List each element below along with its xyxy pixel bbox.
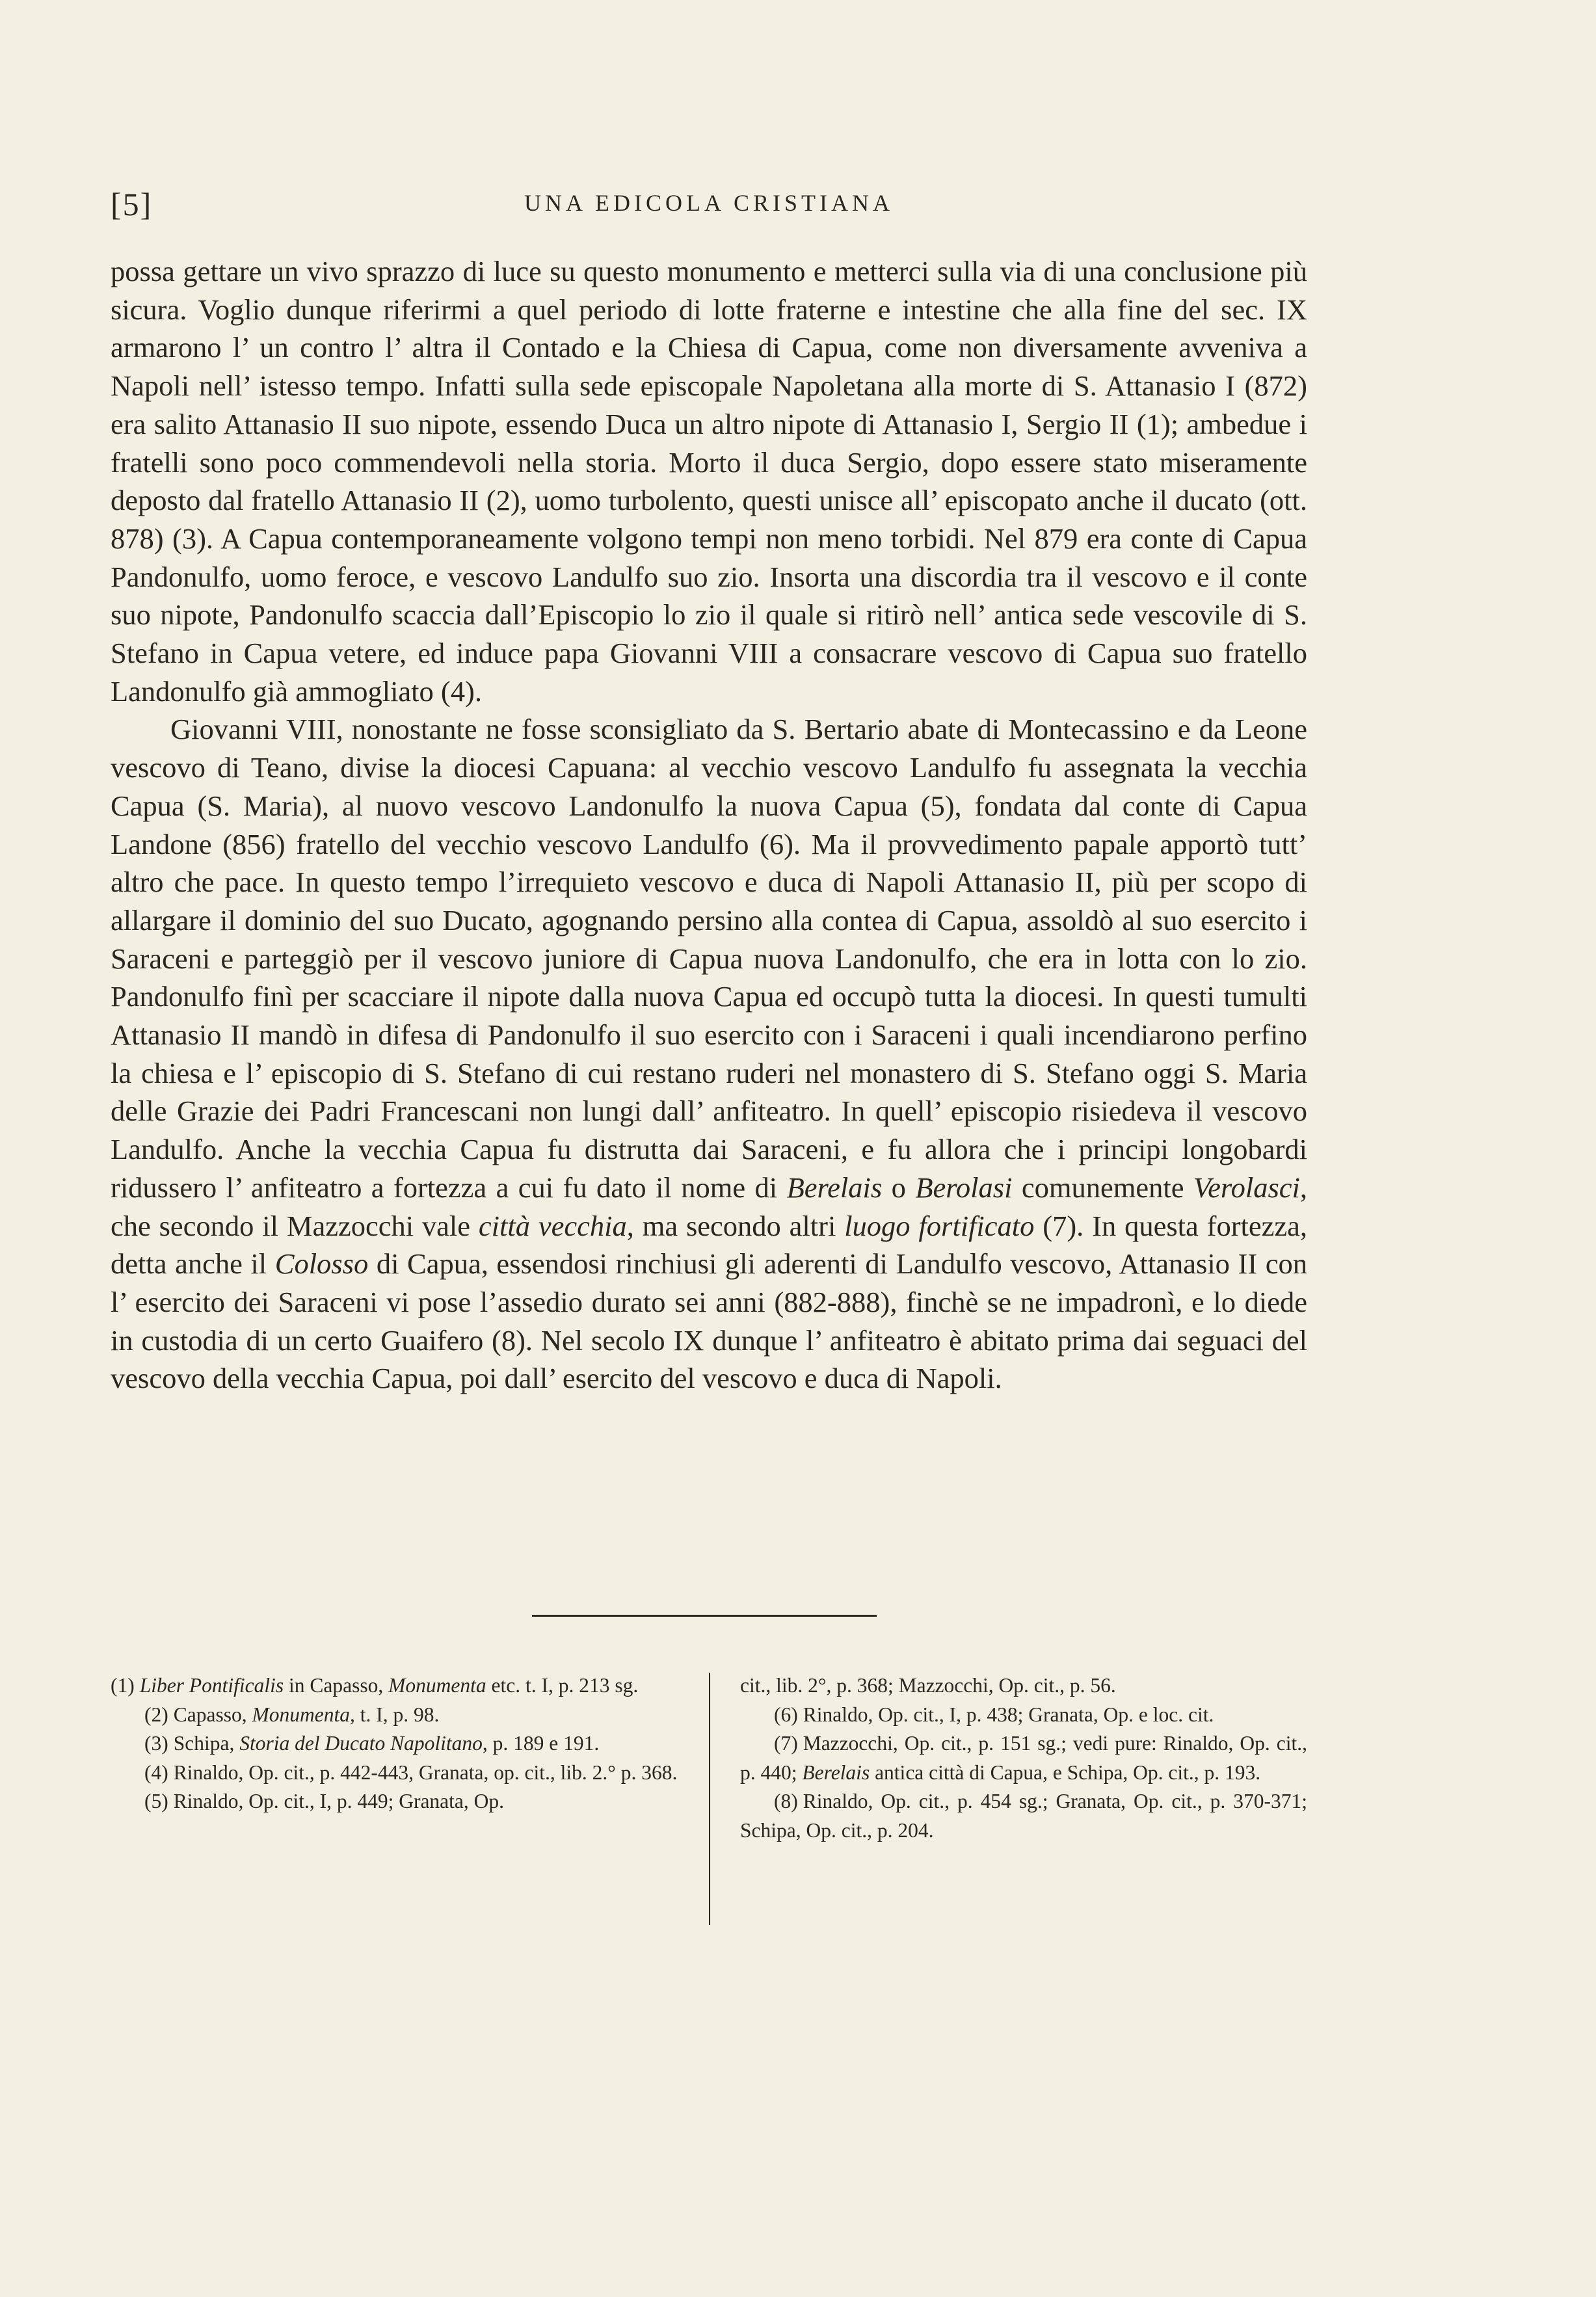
italic-term: Verolasci [1193,1171,1300,1204]
footnotes-right-column [740,1671,1307,1845]
footnote-number: (3) [144,1732,168,1755]
footnote-number: (6) [774,1703,798,1726]
running-head [111,185,1307,231]
main-text [111,252,1307,1398]
italic-title: Monumenta, [252,1703,355,1726]
paragraph-2-text-b: di Capua, essendosi rinchiusi gli aderenti di Landulfo vescovo, Attanasio II con l’ esercito dei Saraceni vi pose l’assedio durato sei anni (882-888), finchè se ne impadronì, e lo diede in custodia di un certo Guaifero (8). Nel secolo IX dunque l’ anfiteatro è abitato prima dai seguaci del vescovo della vecchia Capua, poi dall’ esercito del vescovo e duca di Napoli. [111,1247,1308,1395]
text-run: etc. t. I, p. 213 sg. [491,1674,639,1697]
text-run: cit., lib. 2°, p. 368; Mazzocchi, Op. cit., p. 56. [740,1674,1116,1697]
footnote [740,1729,1307,1787]
footnote [111,1759,683,1788]
italic-term: luogo fortificato [844,1209,1035,1242]
text-run: , che secondo il Mazzocchi vale [111,1171,1308,1242]
footnote [111,1701,683,1730]
footnote-number: (1) [111,1674,135,1697]
page-number: [5] [111,186,153,222]
italic-title: Monumenta [388,1674,486,1697]
footnote-number: (4) [144,1760,168,1784]
text-run: Schipa, [173,1732,235,1755]
footnotes-left-column [111,1671,683,1816]
text-run: o [891,1171,906,1204]
text-run: antica città di Capua, e Schipa, Op. cit., p. 193. [875,1760,1261,1784]
italic-title: Liber Pontificalis [139,1674,284,1697]
paragraph-2-text-a: Giovanni VIII, nonostante ne fosse sconsigliato da S. Bertario abate di Montecassino e da Leone vescovo di Teano, divise la diocesi Capuana: al vecchio vescovo Landulfo fu assegnata la vecchia Capua (S. Maria), al nuovo vescovo Landonulfo la nuova Capua (5), fondata dal conte di Capua Landone (856) fratello del vecchio vescovo Landulfo (6). Ma il provvedimento papale apportò tutt’ altro che pace. In questo tempo l’irrequieto vescovo e duca di Napoli Attanasio II, più per scopo di allargare il dominio del suo Ducato, agognando persino alla contea di Capua, assoldò al suo esercito i Saraceni e parteggiò per il vescovo juniore di Capua nuova Landonulfo, che era in lotta con lo zio. Pandonulfo finì per scacciare il nipote dalla nuova Capua ed occupò tutta la diocesi. In questi tumulti Attanasio II mandò in difesa di Pandonulfo il suo esercito con i Saraceni i quali incendiarono perfino la chiesa e l’ episcopio di S. Stefano di cui restano ruderi nel monastero di S. Stefano oggi S. Maria delle Grazie dei Padri Francescani non lungi dall’ anfiteatro. In quell’ episcopio risiedeva il vescovo Landulfo. Anche la vecchia Capua fu distrutta dai Saraceni, e fu allora che i principi longobardi ridussero l’ anfiteatro a fortezza a cui fu dato il nome di [111,713,1307,1204]
text-run: Mazzocchi, Op. cit., p. 151 sg.; vedi pure: Rinaldo, Op. cit., p. 440; [740,1732,1307,1784]
footnote-number: (5) [144,1790,168,1812]
text-run: comunemente [1021,1171,1184,1204]
paragraph [111,252,1307,710]
text-run: Capasso, [173,1703,247,1726]
text-run: Rinaldo, Op. cit., I, p. 449; Granata, Op. [173,1790,505,1812]
footnote-number: (8) [774,1790,798,1812]
italic-term: Berelais [802,1760,870,1784]
text-run: in Capasso, [289,1674,384,1697]
footnote [740,1787,1307,1845]
text-run: (7). In questa fortezza, detta anche il [111,1209,1308,1281]
running-title: UNA EDICOLA CRISTIANA [524,190,894,216]
text-run: Rinaldo, Op. cit., p. 454 sg.; Granata, Op. cit., p. 370-371; Schipa, Op. cit., p. 204. [740,1790,1307,1842]
text-run: Rinaldo, Op. cit., p. 442-443, Granata, op. cit., lib. 2.° p. 368. [173,1760,678,1784]
paragraph-1-text: possa gettare un vivo sprazzo di luce su questo monumento e metterci sulla via di una conclusione più sicura. Voglio dunque riferirmi a quel periodo di lotte fraterne e intestine che alla fine del sec. IX armarono l’ un contro l’ altra il Contado e la Chiesa di Capua, come non diversamente avveniva a Napoli nell’ istesso tempo. Infatti sulla sede episcopale Napoletana alla morte di S. Attanasio I (872) era salito Attanasio II suo nipote, essendo Duca un altro nipote di Attanasio I, Sergio II (1); ambedue i fratelli sono poco commendevoli nella storia. Morto il duca Sergio, dopo essere stato miseramente deposto dal fratello Attanasio II (2), uomo turbolento, questi unisce all’ episcopato anche il ducato (ott. 878) (3). A Capua contemporaneamente volgono tempi non meno torbidi. Nel 879 era conte di Capua Pandonulfo, uomo feroce, e vescovo Landulfo suo zio. Insorta una discordia tra il vescovo e il conte suo nipote, Pandonulfo scaccia dall’Episcopio lo zio il quale si ritirò nell’ antica sede vescovile di S. Stefano in Capua vetere, ed induce papa Giovanni VIII a consacrare vescovo di Capua suo fratello Landonulfo già ammogliato (4). [111,255,1307,708]
footnote [740,1701,1307,1730]
italic-title: Storia del Ducato Napolitano [239,1732,483,1755]
paragraph [111,710,1307,1398]
footnote-continuation [740,1671,1307,1701]
text-run: Rinaldo, Op. cit., I, p. 438; Granata, Op. e loc. cit. [803,1703,1214,1726]
footnote [111,1787,683,1816]
italic-term: Colosso [274,1247,369,1281]
footnote-number: (2) [144,1703,168,1726]
footnote-number: (7) [774,1732,798,1755]
italic-term: Berolasi [915,1171,1013,1204]
footnote-separator-rule [532,1615,877,1617]
text-run: , ma secondo altri [626,1209,836,1242]
footnote [111,1729,683,1759]
italic-term: città vecchia [478,1209,627,1242]
text-run: , p. 189 e 191. [482,1732,600,1755]
italic-term: Berelais [786,1171,883,1204]
footnote-column-divider [709,1673,710,1925]
footnote [111,1671,683,1701]
text-run: t. I, p. 98. [360,1703,440,1726]
